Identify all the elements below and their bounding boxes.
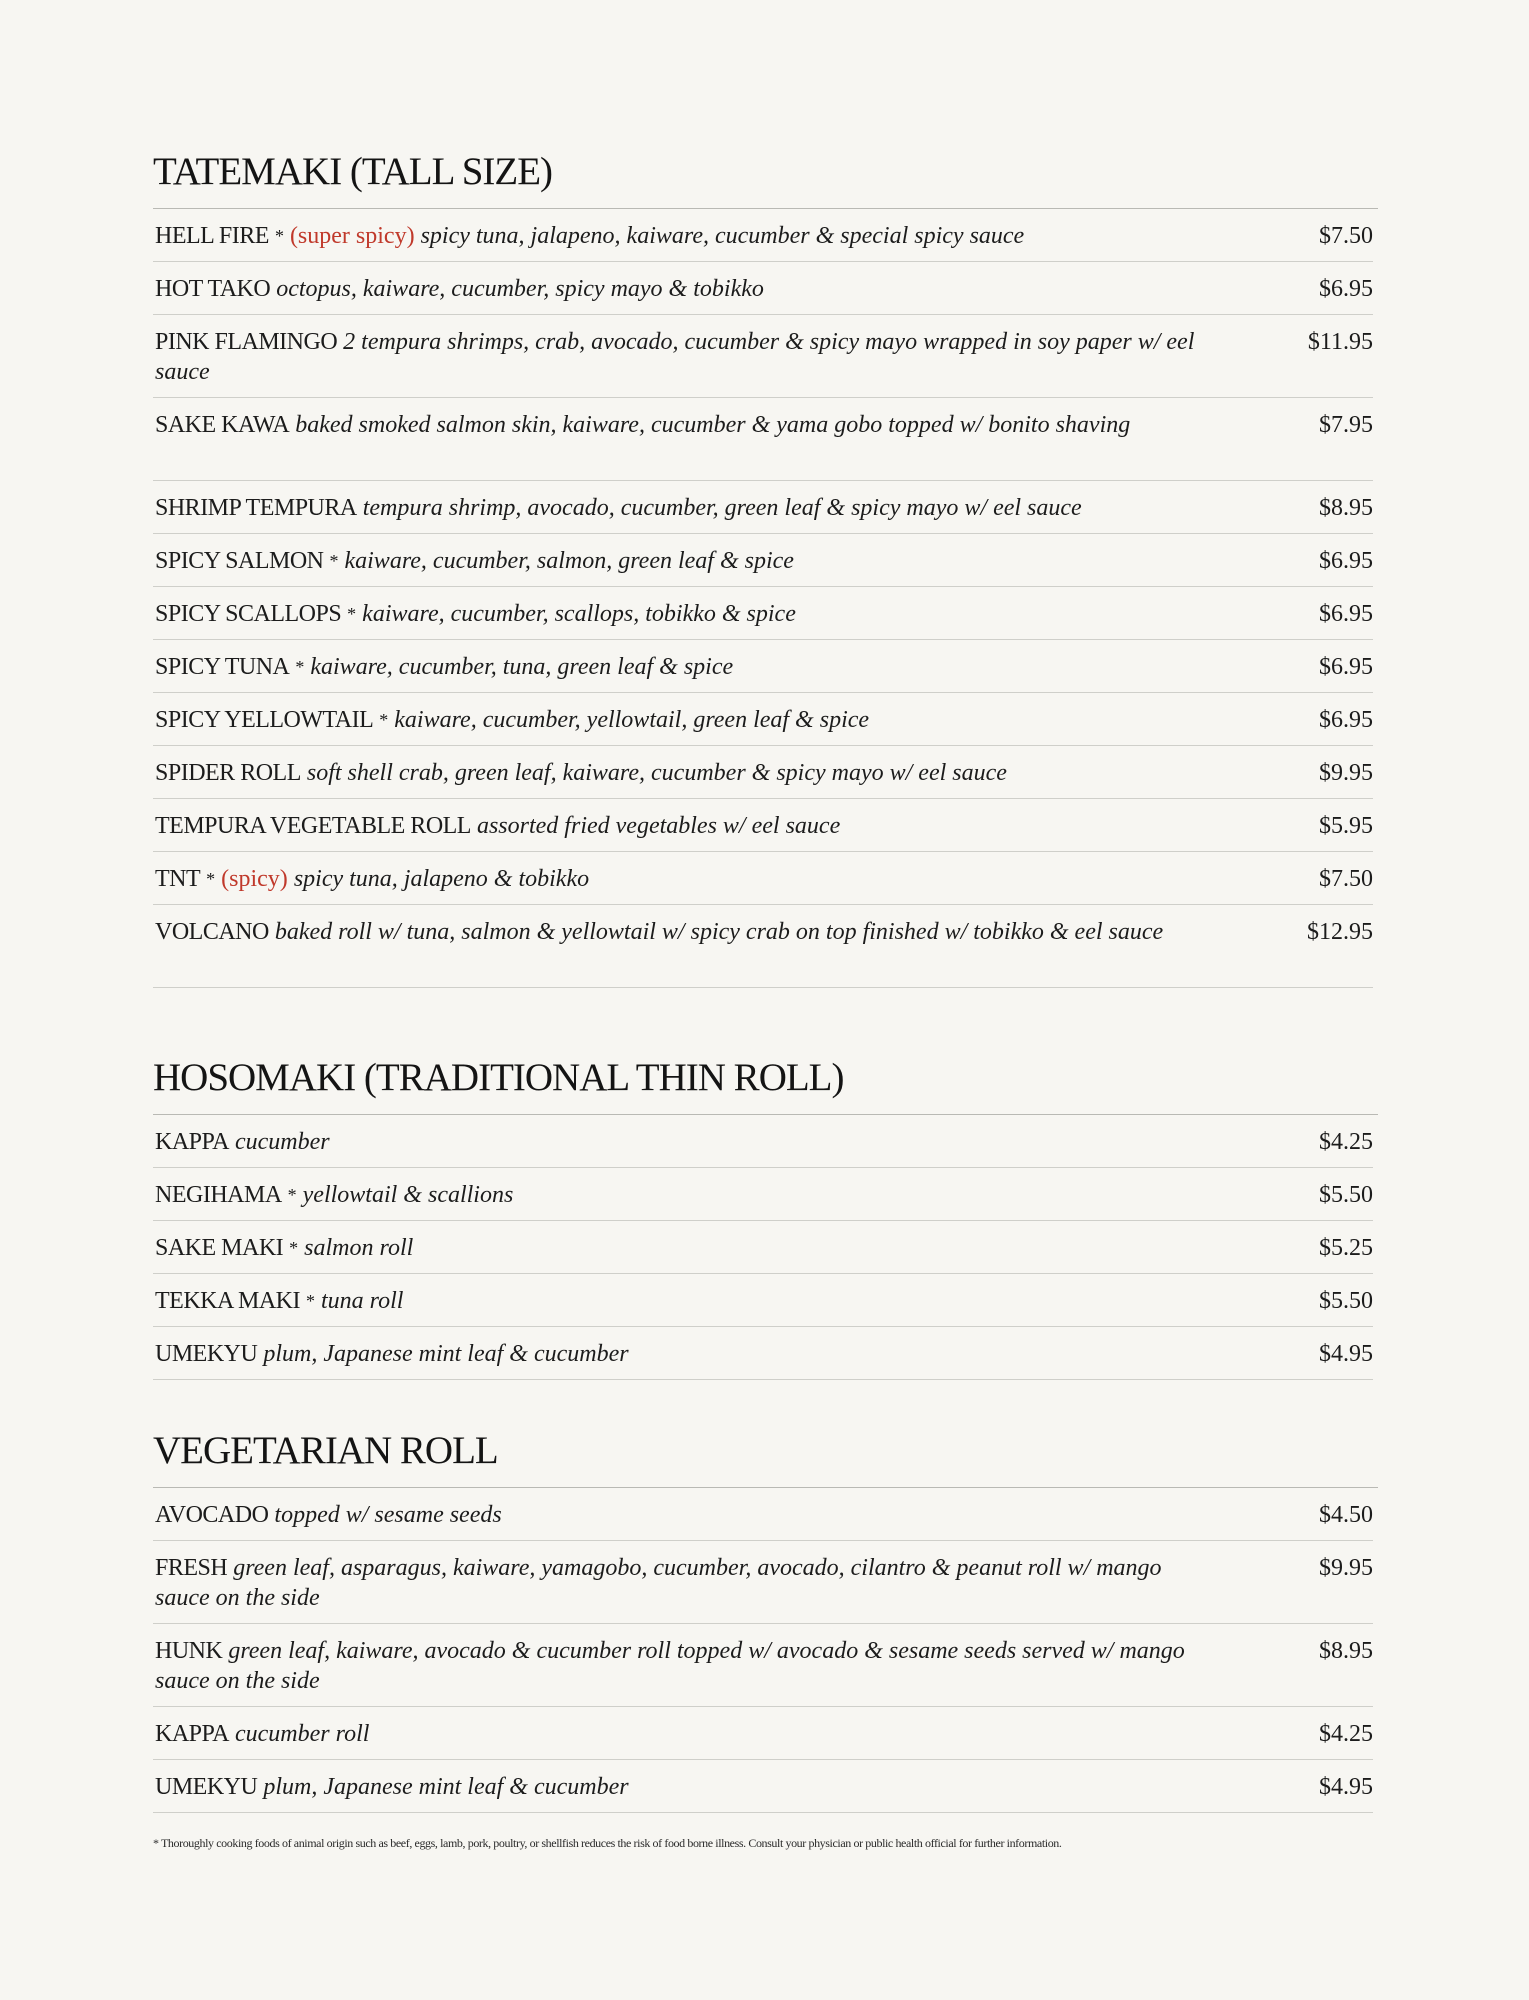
menu-item: [153, 1274, 1373, 1327]
menu-item: [153, 799, 1373, 852]
item-price: $4.25: [1319, 1129, 1373, 1155]
item-price: $7.95: [1319, 412, 1373, 438]
menu-item: [153, 315, 1373, 398]
raw-food-asterisk: *: [295, 657, 305, 677]
item-name: TEKKA MAKI: [155, 1288, 300, 1314]
item-name: SHRIMP TEMPURA: [155, 495, 357, 521]
raw-food-asterisk: *: [206, 869, 216, 889]
menu-item: [153, 262, 1373, 315]
menu-item-text: [155, 1339, 1205, 1369]
item-description: cucumber roll: [235, 1721, 370, 1747]
item-name: TEMPURA VEGETABLE ROLL: [155, 813, 471, 839]
item-name: FRESH: [155, 1555, 228, 1581]
menu-item-text: [155, 274, 1205, 304]
menu-item: [153, 481, 1373, 534]
item-name: HUNK: [155, 1638, 223, 1664]
menu-item-text: [155, 493, 1205, 523]
item-price: $4.95: [1319, 1774, 1373, 1800]
section-tatemaki: [153, 150, 1373, 988]
menu-item-text: [155, 1500, 1205, 1530]
item-name: KAPPA: [155, 1721, 229, 1747]
menu-item-text: [155, 1553, 1205, 1613]
item-name: HOT TAKO: [155, 276, 271, 302]
menu-item: [153, 1221, 1373, 1274]
raw-food-asterisk: *: [347, 604, 357, 624]
spicy-tag: (spicy): [221, 866, 288, 892]
item-name: NEGIHAMA: [155, 1182, 282, 1208]
menu-item: [153, 746, 1373, 799]
menu-item-text: [155, 758, 1205, 788]
item-name: UMEKYU: [155, 1774, 258, 1800]
item-description: spicy tuna, jalapeno, kaiware, cucumber & special spicy sauce: [420, 223, 1025, 249]
item-price: $4.25: [1319, 1721, 1373, 1747]
menu-item: [153, 693, 1373, 746]
item-description: baked roll w/ tuna, salmon & yellowtail w/ spicy crab on top finished w/ tobikko & eel sauce: [274, 919, 1164, 945]
item-price: $9.95: [1319, 1555, 1373, 1581]
item-name: PINK FLAMINGO: [155, 329, 338, 355]
raw-food-asterisk: *: [306, 1291, 315, 1311]
menu-item: [153, 640, 1373, 693]
item-price: $5.95: [1319, 813, 1373, 839]
item-name: SPICY SCALLOPS: [155, 601, 342, 627]
item-price: $4.95: [1319, 1341, 1373, 1367]
menu-item: [153, 209, 1373, 262]
menu-item-text: [155, 917, 1205, 947]
item-description: kaiware, cucumber, salmon, green leaf & spice: [344, 548, 794, 574]
menu-item-text: [155, 652, 1205, 682]
menu-item-text: [155, 327, 1205, 387]
item-description: spicy tuna, jalapeno & tobikko: [293, 866, 590, 892]
item-price: $6.95: [1319, 707, 1373, 733]
item-list: [153, 1115, 1373, 1380]
spicy-tag: (super spicy): [289, 223, 415, 249]
item-description: tuna roll: [321, 1288, 404, 1314]
section-title: VEGETARIAN ROLL: [153, 1429, 498, 1472]
menu-item: [153, 534, 1373, 587]
menu-item-text: [155, 1180, 1205, 1210]
menu-item: [153, 905, 1373, 988]
item-price: $12.95: [1307, 919, 1373, 945]
menu-item: [153, 852, 1373, 905]
item-name: TNT: [155, 866, 201, 892]
item-name: AVOCADO: [155, 1502, 269, 1528]
item-name: SAKE MAKI: [155, 1235, 284, 1261]
menu-item-text: [155, 1286, 1205, 1316]
section-title: TATEMAKI (TALL SIZE): [153, 150, 553, 193]
menu-item-text: [155, 546, 1205, 576]
item-price: $8.95: [1319, 1638, 1373, 1664]
item-description: octopus, kaiware, cucumber, spicy mayo & tobikko: [276, 276, 764, 302]
item-price: $6.95: [1319, 601, 1373, 627]
menu-item-text: [155, 1772, 1205, 1802]
item-description: cucumber: [235, 1129, 330, 1155]
item-price: $5.50: [1319, 1288, 1373, 1314]
item-description: plum, Japanese mint leaf & cucumber: [263, 1774, 629, 1800]
menu-item: [153, 1488, 1373, 1541]
item-description: 2 tempura shrimps, crab, avocado, cucumber & spicy mayo wrapped in soy paper w/ eel sauce: [155, 329, 1195, 385]
menu-item-text: [155, 1127, 1205, 1157]
raw-food-asterisk: *: [287, 1185, 297, 1205]
item-description: kaiware, cucumber, yellowtail, green leaf & spice: [394, 707, 870, 733]
item-price: $5.25: [1319, 1235, 1373, 1261]
item-description: green leaf, asparagus, kaiware, yamagobo, cucumber, avocado, cilantro & peanut roll w/ mango sauce on the side: [155, 1555, 1162, 1611]
item-description: assorted fried vegetables w/ eel sauce: [476, 813, 841, 839]
menu-item: [153, 587, 1373, 640]
menu-item: [153, 1168, 1373, 1221]
menu-item-text: [155, 1233, 1205, 1263]
section-vegetarian: [153, 1429, 1373, 1813]
item-price: $11.95: [1307, 329, 1373, 355]
menu-item-text: [155, 221, 1205, 251]
item-description: soft shell crab, green leaf, kaiware, cucumber & spicy mayo w/ eel sauce: [306, 760, 1007, 786]
item-description: baked smoked salmon skin, kaiware, cucumber & yama gobo topped w/ bonito shaving: [295, 412, 1131, 438]
item-price: $8.95: [1319, 495, 1373, 521]
item-list: [153, 209, 1373, 988]
item-price: $9.95: [1319, 760, 1373, 786]
menu-item: [153, 398, 1373, 481]
item-price: $6.95: [1319, 276, 1373, 302]
item-price: $6.95: [1319, 548, 1373, 574]
item-name: KAPPA: [155, 1129, 229, 1155]
item-price: $4.50: [1319, 1502, 1373, 1528]
menu-item: [153, 1327, 1373, 1380]
item-description: salmon roll: [304, 1235, 414, 1261]
section-hosomaki: [153, 1056, 1373, 1380]
raw-food-asterisk: *: [379, 710, 389, 730]
item-name: SPICY SALMON: [155, 548, 324, 574]
menu-item-text: [155, 811, 1205, 841]
menu-item-text: [155, 705, 1205, 735]
menu-item-text: [155, 410, 1205, 440]
menu-item: [153, 1760, 1373, 1813]
item-name: UMEKYU: [155, 1341, 258, 1367]
item-price: $6.95: [1319, 654, 1373, 680]
item-name: SPICY YELLOWTAIL: [155, 707, 374, 733]
item-price: $7.50: [1319, 866, 1373, 892]
item-description: topped w/ sesame seeds: [274, 1502, 502, 1528]
item-description: kaiware, cucumber, scallops, tobikko & spice: [362, 601, 796, 627]
item-name: SPICY TUNA: [155, 654, 290, 680]
menu-item-text: [155, 1719, 1205, 1749]
section-title: HOSOMAKI (TRADITIONAL THIN ROLL): [153, 1056, 844, 1099]
item-description: tempura shrimp, avocado, cucumber, green leaf & spicy mayo w/ eel sauce: [362, 495, 1082, 521]
raw-food-asterisk: *: [329, 551, 339, 571]
item-description: kaiware, cucumber, tuna, green leaf & spice: [310, 654, 734, 680]
item-description: yellowtail & scallions: [302, 1182, 514, 1208]
footnote: * Thoroughly cooking foods of animal origin such as beef, eggs, lamb, pork, poultry, or shellfish reduces the risk of food borne illness. Consult your physician or public health official for further information.: [153, 1836, 1062, 1850]
item-name: SAKE KAWA: [155, 412, 290, 438]
item-price: $7.50: [1319, 223, 1373, 249]
menu-item: [153, 1115, 1373, 1168]
item-description: green leaf, kaiware, avocado & cucumber roll topped w/ avocado & sesame seeds served w/ mango sauce on the side: [155, 1638, 1185, 1694]
menu-item-text: [155, 1636, 1205, 1696]
item-name: VOLCANO: [155, 919, 269, 945]
item-list: [153, 1488, 1373, 1813]
item-name: HELL FIRE: [155, 223, 269, 249]
menu-item: [153, 1707, 1373, 1760]
menu-item-text: [155, 599, 1205, 629]
menu-item: [153, 1624, 1373, 1707]
menu-item-text: [155, 864, 1205, 894]
raw-food-asterisk: *: [274, 226, 284, 246]
item-name: SPIDER ROLL: [155, 760, 301, 786]
item-description: plum, Japanese mint leaf & cucumber: [263, 1341, 629, 1367]
raw-food-asterisk: *: [289, 1238, 299, 1258]
item-price: $5.50: [1319, 1182, 1373, 1208]
menu-item: [153, 1541, 1373, 1624]
